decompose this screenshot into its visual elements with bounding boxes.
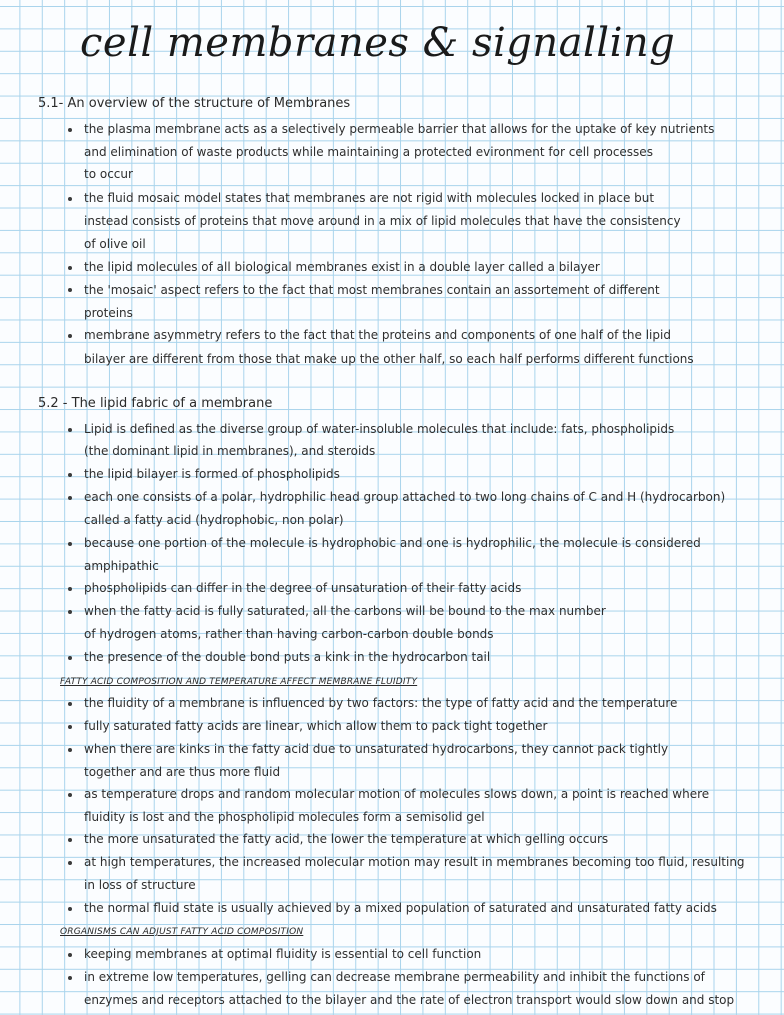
bullet-dot xyxy=(68,793,72,797)
note-line: and elimination of waste products while maintaining a protected evironment for cell processes xyxy=(84,145,653,159)
note-line: (the dominant lipid in membranes), and steroids xyxy=(84,444,376,458)
bullet-dot xyxy=(68,861,72,865)
note-line: as temperature drops and random molecular motion of molecules slows down, a point is reached where xyxy=(84,787,710,801)
section-heading-5-1: 5.1- An overview of the structure of Membranes xyxy=(38,96,351,111)
note-line: membrane asymmetry refers to the fact that the proteins and components of one half of the lipid xyxy=(84,328,671,342)
note-line: the fluidity of a membrane is influenced by two factors: the type of fatty acid and the temperature xyxy=(84,696,678,710)
bullet-dot xyxy=(68,656,72,660)
note-line: in loss of structure xyxy=(84,878,196,892)
bullet-dot xyxy=(68,197,72,201)
note-line: the 'mosaic' aspect refers to the fact that most membranes contain an assortement of different xyxy=(84,283,660,297)
subheading-fluidity: FATTY ACID COMPOSITION AND TEMPERATURE AFFECT MEMBRANE FLUIDITY xyxy=(60,677,418,687)
note-line: in extreme low temperatures, gelling can decrease membrane permeability and inhibit the functions of xyxy=(84,970,705,984)
bullet-dot xyxy=(68,748,72,752)
note-line: enzymes and receptors attached to the bilayer and the rate of electron transport would slow down and stop xyxy=(84,993,735,1007)
bullet-dot xyxy=(68,725,72,729)
note-line: of olive oil xyxy=(84,237,146,251)
bullet-dot xyxy=(68,334,72,338)
bullet-dot xyxy=(68,702,72,706)
bullet-dot xyxy=(68,473,72,477)
note-line: called a fatty acid (hydrophobic, non polar) xyxy=(84,513,344,527)
note-line: at high temperatures, the increased molecular motion may result in membranes becoming too fluid, resulting xyxy=(84,855,745,869)
bullet-dot xyxy=(68,128,72,132)
bullet-dot xyxy=(68,496,72,500)
note-line: the lipid bilayer is formed of phospholipids xyxy=(84,467,340,481)
note-line: when there are kinks in the fatty acid due to unsaturated hydrocarbons, they cannot pack tightly xyxy=(84,742,669,756)
note-line: because one portion of the molecule is hydrophobic and one is hydrophilic, the molecule is considered xyxy=(84,536,701,550)
note-line: the fluid mosaic model states that membranes are not rigid with molecules locked in place but xyxy=(84,191,655,205)
note-line: each one consists of a polar, hydrophilic head group attached to two long chains of C and H (hydrocarbon) xyxy=(84,490,726,504)
note-line: the presence of the double bond puts a kink in the hydrocarbon tail xyxy=(84,650,491,664)
note-line: the more unsaturated the fatty acid, the lower the temperature at which gelling occurs xyxy=(84,832,609,846)
note-line: amphipathic xyxy=(84,559,159,573)
note-line: proteins xyxy=(84,306,133,320)
note-line: when the fatty acid is fully saturated, all the carbons will be bound to the max number xyxy=(84,604,606,618)
note-line: of hydrogen atoms, rather than having carbon-carbon double bonds xyxy=(84,627,494,641)
note-line: instead consists of proteins that move around in a mix of lipid molecules that have the consistency xyxy=(84,214,681,228)
note-line: Lipid is defined as the diverse group of water-insoluble molecules that include: fats, phospholipids xyxy=(84,422,675,436)
bullet-dot xyxy=(68,542,72,546)
page-title: cell membranes & signalling xyxy=(80,20,676,66)
note-line: together and are thus more fluid xyxy=(84,765,281,779)
note-line: the normal fluid state is usually achieved by a mixed population of saturated and unsaturated fatty acids xyxy=(84,901,717,915)
note-line: fully saturated fatty acids are linear, which allow them to pack tight together xyxy=(84,719,548,733)
note-line: fluidity is lost and the phospholipid molecules form a semisolid gel xyxy=(84,810,485,824)
subheading-organisms: ORGANISMS CAN ADJUST FATTY ACID COMPOSITION xyxy=(60,927,304,937)
bullet-dot xyxy=(68,953,72,957)
bullet-dot xyxy=(68,587,72,591)
section-heading-5-2: 5.2 - The lipid fabric of a membrane xyxy=(38,396,273,411)
note-line: to occur xyxy=(84,167,133,181)
bullet-dot xyxy=(68,610,72,614)
note-line: the lipid molecules of all biological membranes exist in a double layer called a bilayer xyxy=(84,260,600,274)
bullet-dot xyxy=(68,428,72,432)
note-line: keeping membranes at optimal fluidity is essential to cell function xyxy=(84,947,482,961)
note-line: the plasma membrane acts as a selectively permeable barrier that allows for the uptake of key nutrients xyxy=(84,122,715,136)
note-line: bilayer are different from those that make up the other half, so each half performs different functions xyxy=(84,352,694,366)
note-line: phospholipids can differ in the degree of unsaturation of their fatty acids xyxy=(84,581,522,595)
bullet-dot xyxy=(68,288,72,292)
bullet-dot xyxy=(68,907,72,911)
bullet-dot xyxy=(68,976,72,980)
bullet-dot xyxy=(68,266,72,270)
bullet-dot xyxy=(68,838,72,842)
